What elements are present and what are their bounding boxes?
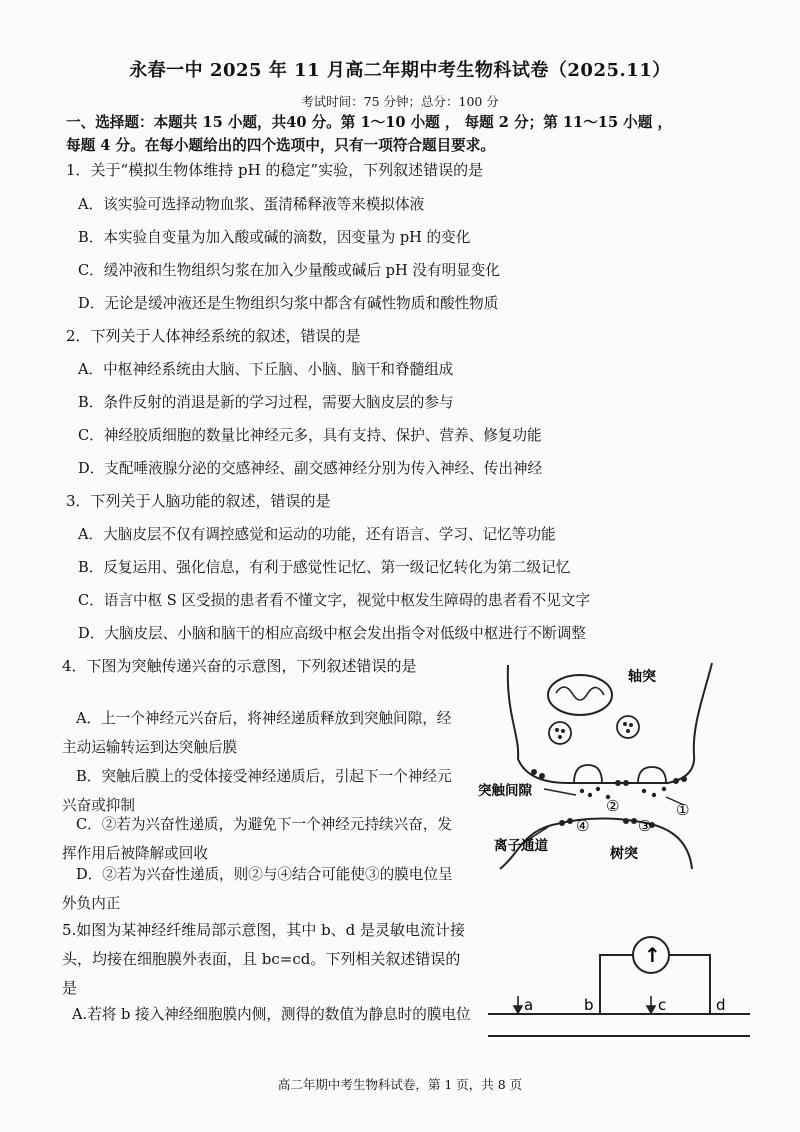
- section-line-2: 每题 4 分。在每小题给出的四个选项中，只有一项符合题目要求。: [66, 137, 495, 154]
- fusing-vesicle: [574, 765, 602, 783]
- question-1-option-d: D．无论是缓冲液还是生物组织匀浆中都含有碱性物质和酸性物质: [78, 295, 499, 312]
- vesicle: [549, 722, 571, 744]
- synapse-figure: [478, 655, 728, 870]
- question-4-option-d: D．②若为兴奋性递质，则②与④结合可能使③的膜电位呈外负内正: [62, 866, 453, 912]
- point-b: b: [584, 996, 594, 1014]
- fusing-vesicle: [638, 767, 666, 783]
- question-3-stem: 3．下列关于人脑功能的叙述，错误的是: [66, 492, 331, 510]
- page-title: 永春一中 2025 年 11 月高二年期中考生物科试卷（2025.11）: [129, 60, 671, 81]
- question-2-option-c: C．神经胶质细胞的数量比神经元多，具有支持、保护、营养、修复功能: [78, 427, 542, 444]
- question-4-option-c: C．②若为兴奋性递质，为避免下一个神经元持续兴奋，发挥作用后被降解或回收: [62, 816, 453, 862]
- label-cleft: 突触间隙: [478, 783, 532, 799]
- question-2-option-a: A．中枢神经系统由大脑、下丘脑、小脑、脑干和脊髓组成: [78, 361, 454, 378]
- nerve-fiber-figure: [488, 930, 752, 1045]
- exam-meta: 考试时间：75 分钟；总分：100 分: [301, 94, 499, 109]
- question-3-option-d: D．大脑皮层、小脑和脑干的相应高级中枢会发出指令对低级中枢进行不断调整: [78, 625, 586, 642]
- cleft-pointer: [544, 789, 576, 795]
- mitochondrion: [548, 675, 612, 715]
- label-3: ③: [638, 817, 652, 835]
- question-5-stem: 5.如图为某神经纤维局部示意图，其中 b、d 是灵敏电流计接头，均接在细胞膜外表面，且 bc=cd。下列相关叙述错误的是: [62, 921, 466, 997]
- question-4-option-a: A．上一个神经元兴奋后，将神经递质释放到突触间隙，经主动运输转运到达突触后膜: [62, 710, 452, 756]
- section-instructions: [66, 111, 746, 157]
- question-3-option-b: B．反复运用、强化信息，有利于感觉性记忆、第一级记忆转化为第二级记忆: [78, 559, 571, 576]
- presynaptic-membrane: [508, 663, 712, 783]
- label-4: ④: [576, 817, 590, 835]
- question-1-option-c: C．缓冲液和生物组织匀浆在加入少量酸或碱后 pH 没有明显变化: [78, 262, 500, 279]
- point-c: c: [658, 996, 667, 1014]
- galvanometer-arrow: ↑: [644, 943, 661, 967]
- point-a: a: [524, 996, 534, 1014]
- label-2: ②: [606, 797, 620, 815]
- question-3-option-c: C．语言中枢 S 区受损的患者看不懂文字，视觉中枢发生障碍的患者看不见文字: [78, 592, 591, 609]
- label-axon: 轴突: [628, 669, 656, 685]
- question-2-stem: 2．下列关于人体神经系统的叙述，错误的是: [66, 327, 361, 345]
- question-4-option-b: B．突触后膜上的受体接受神经递质后，引起下一个神经元兴奋或抑制: [62, 768, 452, 814]
- question-4-stem: 4．下图为突触传递兴奋的示意图，下列叙述错误的是: [62, 657, 417, 675]
- question-3-option-a: A．大脑皮层不仅有调控感觉和运动的功能，还有语言、学习、记忆等功能: [78, 526, 556, 543]
- question-1-stem: 1．关于“模拟生物体维持 pH 的稳定”实验，下列叙述错误的是: [66, 161, 484, 179]
- question-1-option-a: A．该实验可选择动物血浆、蛋清稀释液等来模拟体液: [78, 196, 425, 213]
- question-2-option-d: D．支配唾液腺分泌的交感神经、副交感神经分别为传入神经、传出神经: [78, 460, 543, 477]
- label-1: ①: [676, 801, 690, 819]
- question-5-option-a: A.若将 b 接入神经细胞膜内侧，测得的数值为静息时的膜电位: [72, 1006, 471, 1023]
- wire-left: [600, 955, 633, 1014]
- vesicle: [617, 716, 639, 738]
- label-dendrite: 树突: [610, 846, 638, 862]
- question-2-option-b: B．条件反射的消退是新的学习过程，需要大脑皮层的参与: [78, 394, 454, 411]
- page-footer: 高二年期中考生物科试卷，第 1 页，共 8 页: [277, 1077, 523, 1092]
- section-line-1: 一、选择题：本题共 15 小题，共40 分。第 1～10 小题 ， 每题 2 分；第 11～15 小题 ，: [66, 114, 673, 131]
- wire-right: [669, 955, 710, 1014]
- point-d: d: [716, 996, 726, 1014]
- mitochondrion-cristae: [556, 687, 604, 700]
- label-ion-channel: 离子通道: [494, 838, 548, 854]
- question-1-option-b: B．本实验自变量为加入酸或碱的滴数，因变量为 pH 的变化: [78, 229, 471, 246]
